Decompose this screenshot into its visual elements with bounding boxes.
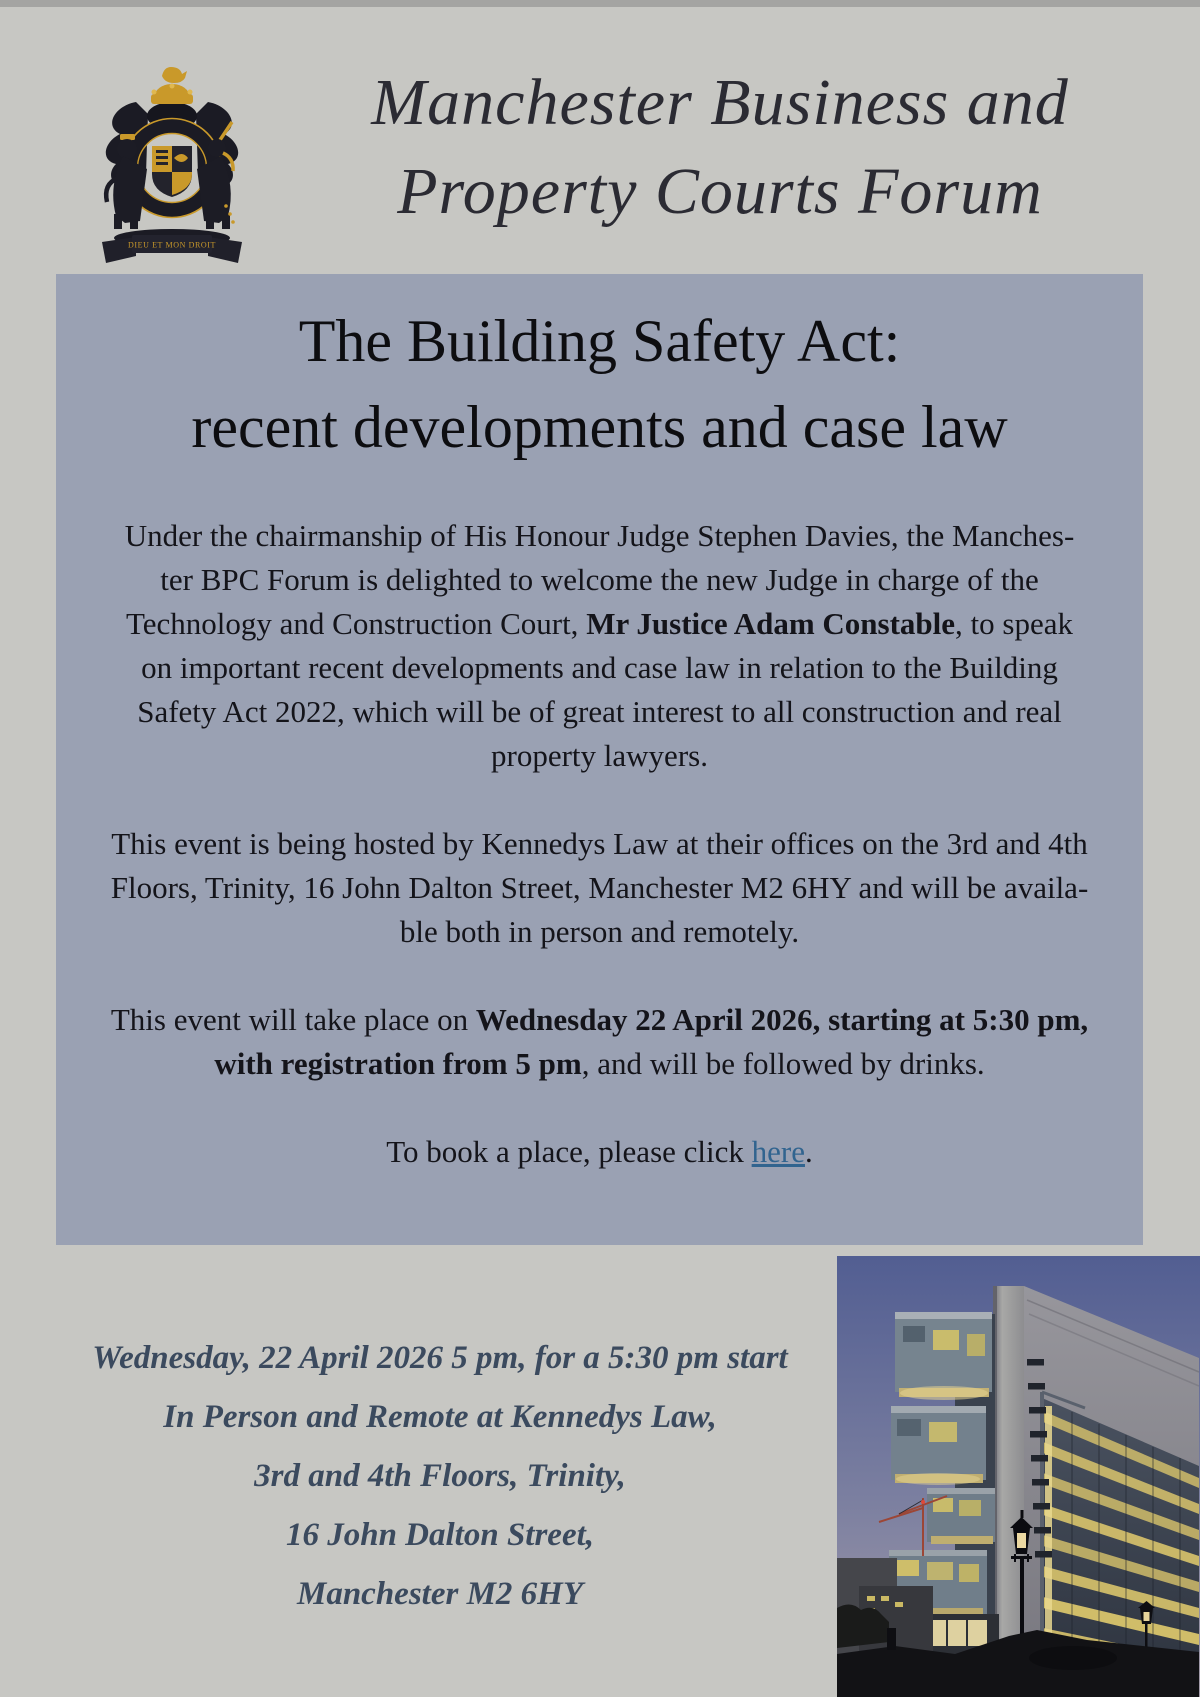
event-heading-line2: recent developments and case law — [191, 394, 1008, 460]
para1-line4: on important recent developments and case law in relation to the Building — [141, 650, 1058, 685]
book-here-link[interactable]: here — [751, 1134, 805, 1169]
details-postcode: Manchester M2 6HY — [296, 1576, 583, 1612]
details-format: In Person and Remote at Kennedys Law, — [163, 1399, 717, 1435]
details-street: 16 John Dalton Street, — [285, 1517, 595, 1553]
event-box — [56, 274, 1143, 1245]
details-datetime: Wednesday, 22 April 2026 5 pm, for a 5:30 pm start — [92, 1340, 788, 1376]
para2-line2: Floors, Trinity, 16 John Dalton Street, Manchester M2 6HY and will be availa- — [110, 870, 1089, 905]
para1-line6: property lawyers. — [491, 738, 708, 773]
event-heading — [56, 298, 1143, 470]
forum-title-line1: Manchester Business and — [371, 66, 1069, 139]
para1-line3 — [56, 602, 1143, 646]
event-date-bold: Wednesday 22 April 2026, starting at 5:30 pm, — [475, 1002, 1089, 1037]
shield-icon — [152, 146, 192, 197]
paragraph-datetime — [56, 998, 1143, 1086]
booking-period: . — [804, 1134, 813, 1169]
royal-coat-of-arms-graphic — [74, 56, 270, 272]
para3-line1-pre: This event will take place on — [110, 1002, 476, 1037]
para1-line3-pre: Technology and Construction Court, — [126, 606, 587, 641]
registration-time-bold: with registration from 5 pm — [214, 1046, 582, 1081]
para2-line3: ble both in person and remotely. — [399, 914, 800, 949]
booking-line — [56, 1130, 1143, 1174]
para1-line5: Safety Act 2022, which will be of great interest to all construction and real — [137, 694, 1062, 729]
crest-motto: DIEU ET MON DROIT — [127, 240, 217, 250]
event-heading-line1: The Building Safety Act: — [298, 308, 901, 374]
event-details — [55, 1329, 825, 1624]
para3-line2-post: , and will be followed by drinks. — [581, 1046, 985, 1081]
para1-line2: ter BPC Forum is delighted to welcome the new Judge in charge of the — [160, 562, 1039, 597]
para1-line1: Under the chairmanship of His Honour Judge Stephen Davies, the Manches- — [124, 518, 1075, 553]
booking-text: To book a place, please click — [386, 1134, 752, 1169]
top-edge-strip — [0, 0, 1200, 7]
royal-coat-of-arms — [74, 56, 270, 272]
cantilever-boxes — [889, 1312, 995, 1616]
forum-title — [290, 58, 1150, 236]
building-photo — [837, 1256, 1200, 1697]
para2-line1: This event is being hosted by Kennedys Law at their offices on the 3rd and 4th — [111, 826, 1088, 861]
paragraph-introduction — [56, 514, 1143, 778]
para3-line2 — [56, 1042, 1143, 1086]
paragraph-venue — [56, 822, 1143, 954]
civil-justice-centre-graphic — [837, 1256, 1200, 1697]
speaker-name: Mr Justice Adam Constable — [586, 606, 956, 641]
details-floors: 3rd and 4th Floors, Trinity, — [254, 1458, 626, 1494]
para3-line1 — [56, 998, 1143, 1042]
crown-icon — [151, 67, 193, 104]
para1-line3-post: , to speak — [955, 606, 1073, 641]
forum-title-line2: Property Courts Forum — [397, 155, 1043, 228]
